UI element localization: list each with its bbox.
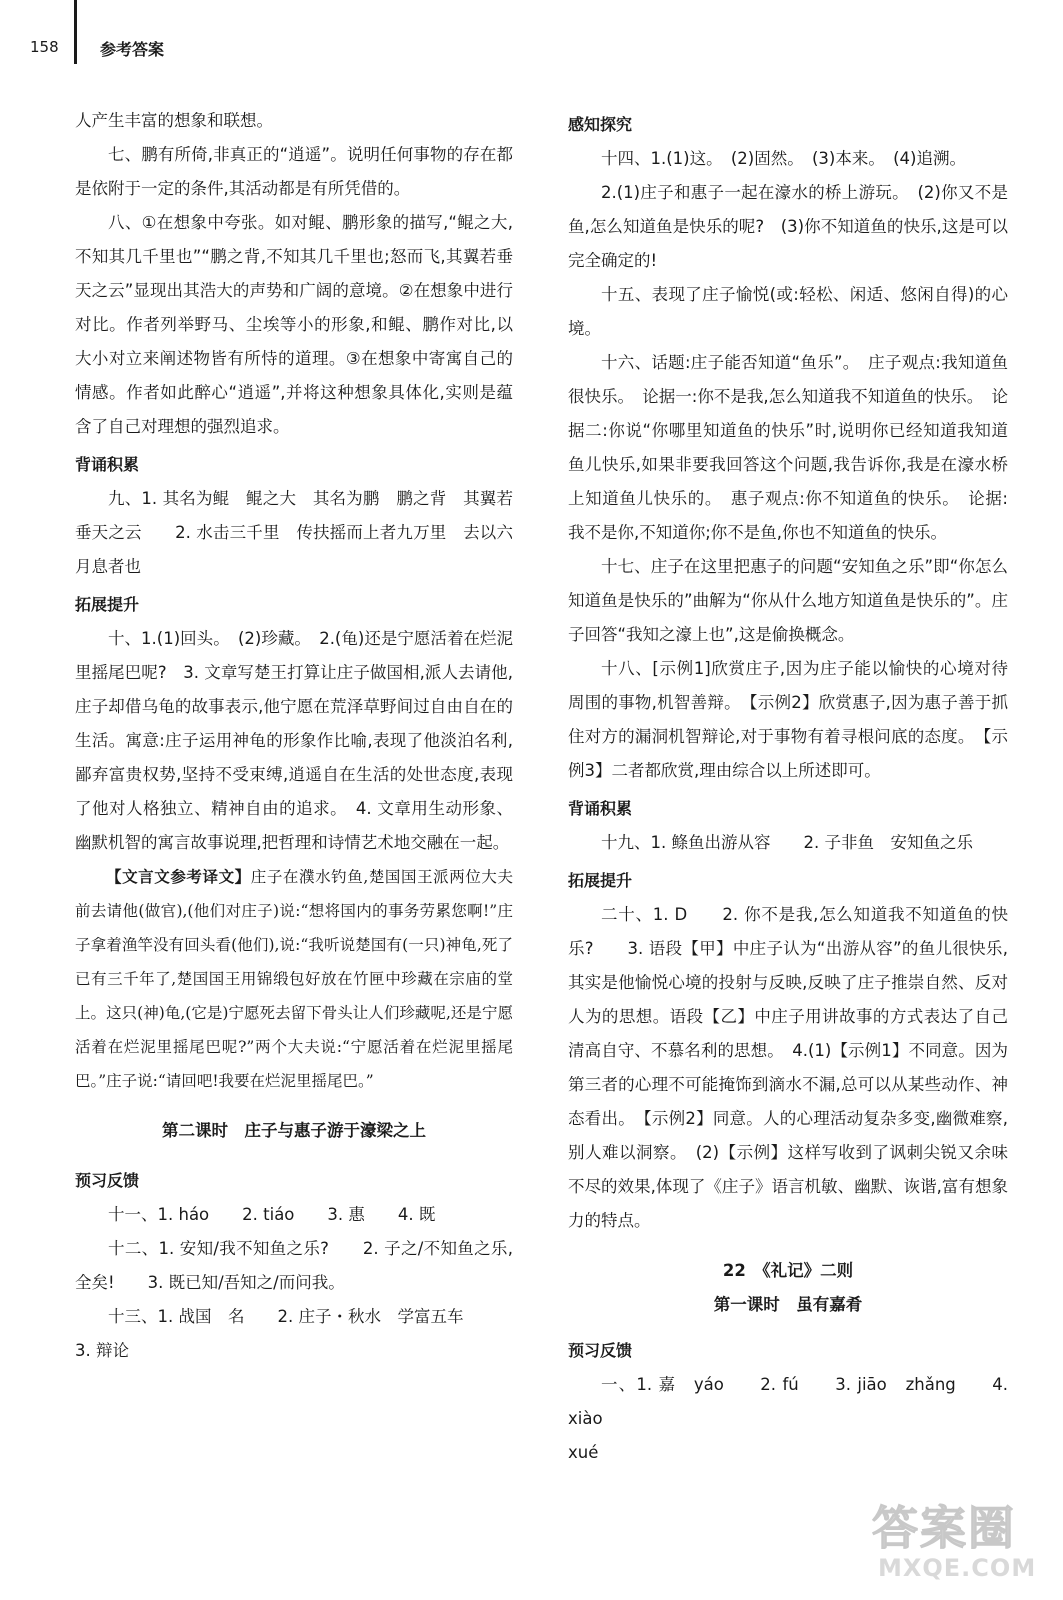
section-heading: 感知探究: [568, 115, 633, 134]
lesson-title: 22 《礼记》二则: [722, 1261, 854, 1280]
page-header: [0, 0, 1063, 80]
watermark-text: 答案圈: [872, 1501, 1016, 1555]
answer-paragraph: 2.(1)庄子和惠子一起在濠水的桥上游玩。 (2)你又不是鱼,怎么知道鱼是快乐的呢? (3)你不知道鱼的快乐,这是可以完全确定的!: [568, 183, 1008, 270]
section-heading: 拓展提升: [75, 595, 140, 614]
section-heading: 背诵积累: [568, 799, 633, 818]
answer-paragraph: 二十、1. D 2. 你不是我,怎么知道我不知道鱼的快乐? 3. 语段【甲】中庄子认为“出游从容”的鱼儿很快乐,其实是他愉悦心境的投射与反映,反映了庄子推崇自然、反对人为的思想。语段【乙】中庄子用讲故事的方式表达了自己清高自守、不慕名利的思想。 4.(1)【示例1】不同意。因为第三者的心理不可能掩饰到滴水不漏,总可以从某些动作、神态看出。 【示例2】同意。人的心理活动复杂多变,幽微难察,别人难以洞察。 (2)【示例】这样写收到了讽刺尖锐又余味不尽的效果,体现了《庄子》语言机敏、幽默、诙谐,富有想象力的特点。: [568, 905, 1008, 1230]
answer-paragraph: 十九、1. 鲦鱼出游从容 2. 子非鱼 安知鱼之乐: [601, 833, 973, 852]
translation-text: 庄子在濮水钓鱼,楚国国王派两位大夫前去请他(做官),(他们对庄子)说:“想将国内的事务劳累您啊!”庄子拿着渔竿没有回头看(他们),说:“我听说楚国有(一只)神龟,死了已有三千年了,楚国国王用锦缎包好放在竹匣中珍藏在宗庙的堂上。这只(神)龟,(它是)宁愿死去留下骨头让人们珍藏呢,还是宁愿活着在烂泥里摇尾巴呢?”两个大夫说:“宁愿活着在烂泥里摇尾巴。”庄子说:“请回吧!我要在烂泥里摇尾巴。”: [75, 868, 513, 1090]
answer-paragraph: 八、①在想象中夸张。如对鲲、鹏形象的描写,“鲲之大,不知其几千里也”“鹏之背,不知其几千里也;怒而飞,其翼若垂天之云”显现出其浩大的声势和广阔的意境。②在想象中进行对比。作者列举野马、尘埃等小的形象,和鲲、鹏作对比,以大小对立来阐述物皆有所恃的道理。③在想象中寄寓自己的情感。作者如此醉心“逍遥”,并将这种想象具体化,实则是蕴含了自己对理想的强烈追求。: [75, 213, 513, 436]
answer-paragraph: 十七、庄子在这里把惠子的问题“安知鱼之乐”即“你怎么知道鱼是快乐的”曲解为“你从什么地方知道鱼是快乐的”。庄子回答“我知之濠上也”,这是偷换概念。: [568, 557, 1008, 644]
answer-paragraph: 十、1.(1)回头。 (2)珍藏。 2.(龟)还是宁愿活着在烂泥里摇尾巴呢? 3. 文章写楚王打算让庄子做国相,派人去请他,庄子却借乌龟的故事表示,他宁愿在荒泽草野间过自由自在的生活。寓意:庄子运用神龟的形象作比喻,表现了他淡泊名利,鄙弃富贵权势,坚持不受束缚,逍遥自在生活的处世态度,表现了他对人格独立、精神自由的追求。 4. 文章用生动形象、幽默机智的寓言故事说理,把哲理和诗情艺术地交融在一起。: [75, 629, 513, 852]
watermark-url: MXQE.COM: [878, 1554, 1037, 1582]
answer-paragraph: 十五、表现了庄子愉悦(或:轻松、闲适、悠闲自得)的心境。: [568, 285, 1008, 338]
answer-paragraph: 3. 辩论: [75, 1341, 129, 1360]
answer-paragraph: xué: [568, 1443, 599, 1462]
answer-paragraph: 十三、1. 战国 名 2. 庄子・秋水 学富五车: [108, 1307, 464, 1326]
left-column: [75, 104, 513, 1368]
section-heading: 预习反馈: [75, 1171, 140, 1190]
right-column: [568, 104, 1008, 1470]
lesson-title: 第二课时 庄子与惠子游于濠梁之上: [162, 1121, 426, 1140]
translation-paragraph: [75, 860, 513, 1098]
answer-paragraph: 七、鹏有所倚,非真正的“逍遥”。说明任何事物的存在都是依附于一定的条件,其活动都是有所凭借的。: [75, 145, 513, 198]
answer-paragraph: 人产生丰富的想象和联想。: [75, 111, 273, 130]
section-heading: 拓展提升: [568, 871, 633, 890]
answer-paragraph: 一、1. 嘉 yáo 2. fú 3. jiāo zhǎng 4. xiào: [568, 1375, 1008, 1428]
answer-paragraph: 十八、[示例1]欣赏庄子,因为庄子能以愉快的心境对待周围的事物,机智善辩。 【示例2】欣赏惠子,因为惠子善于抓住对方的漏洞机智辩论,对于事物有着寻根问底的态度。 【示例3】二者都欣赏,理由综合以上所述即可。: [568, 659, 1008, 780]
header-divider: [74, 0, 77, 64]
answer-paragraph: 九、1. 其名为鲲 鲲之大 其名为鹏 鹏之背 其翼若垂天之云 2. 水击三千里 传扶摇而上者九万里 去以六月息者也: [75, 489, 513, 576]
page-number: 158: [30, 38, 59, 56]
translation-label: 【文言文参考译文】: [106, 867, 251, 886]
answer-paragraph: 十二、1. 安知/我不知鱼之乐? 2. 子之/不知鱼之乐,全矣! 3. 既已知/吾知之/而问我。: [75, 1239, 513, 1292]
lesson-subtitle: 第一课时 虽有嘉肴: [713, 1295, 863, 1314]
section-heading: 预习反馈: [568, 1341, 633, 1360]
watermark-logo: [868, 1492, 1043, 1592]
answer-paragraph: 十六、话题:庄子能否知道“鱼乐”。 庄子观点:我知道鱼很快乐。 论据一:你不是我,怎么知道我不知道鱼的快乐。 论据二:你说“你哪里知道鱼的快乐”时,说明你已经知道我知道鱼儿快乐,如果非要我回答这个问题,我告诉你,我是在濠水桥上知道鱼儿快乐的。 惠子观点:你不知道鱼的快乐。 论据:我不是你,不知道你;你不是鱼,你也不知道鱼的快乐。: [568, 353, 1008, 542]
answer-paragraph: 十四、1.(1)这。 (2)固然。 (3)本来。 (4)追溯。: [601, 149, 966, 168]
answer-paragraph: 十一、1. háo 2. tiáo 3. 惠 4. 既: [108, 1205, 436, 1224]
section-heading: 背诵积累: [75, 455, 140, 474]
running-title: 参考答案: [100, 40, 165, 59]
